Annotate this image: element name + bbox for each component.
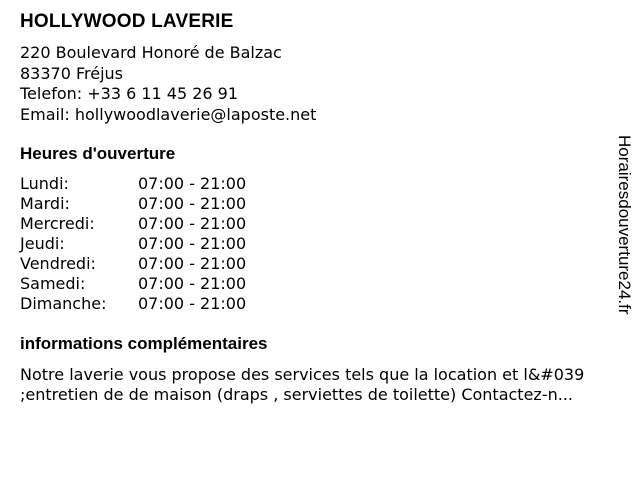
- hours-row-friday: [20, 254, 320, 274]
- hours-row-sunday: [20, 294, 320, 314]
- hours-row-wednesday: [20, 214, 320, 234]
- email-address: Email: hollywoodlaverie@laposte.net: [20, 104, 317, 124]
- address-city: 83370 Fréjus: [20, 63, 124, 83]
- business-contact: [20, 43, 316, 125]
- hours-row-saturday: [20, 274, 320, 294]
- time-range: 07:00 - 21:00: [138, 254, 247, 273]
- opening-hours-list: [20, 174, 320, 314]
- address-street: 220 Boulevard Honoré de Balzac: [20, 43, 282, 62]
- time-range: 07:00 - 21:00: [138, 234, 247, 253]
- day-label: Jeudi:: [20, 234, 65, 253]
- business-name: HOLLYWOOD LAVERIE: [20, 11, 234, 32]
- site-watermark: Horairesdouverture24.fr: [615, 135, 634, 315]
- hours-row-tuesday: [20, 194, 320, 214]
- hours-row-monday: [20, 174, 320, 194]
- time-range: 07:00 - 21:00: [138, 274, 247, 293]
- time-range: 07:00 - 21:00: [138, 294, 247, 313]
- info-description: [20, 365, 632, 405]
- day-label: Vendredi:: [20, 254, 96, 273]
- description-line: ;entretien de de maison (draps , serviettes de toilette) Contactez-n...: [20, 385, 573, 404]
- info-heading: informations complémentaires: [20, 334, 268, 353]
- day-label: Mercredi:: [20, 214, 95, 233]
- day-label: Lundi:: [20, 174, 69, 193]
- hours-row-thursday: [20, 234, 320, 254]
- description-line: Notre laverie vous propose des services tels que la location et l&#039: [20, 365, 585, 384]
- day-label: Dimanche:: [20, 294, 107, 313]
- day-label: Samedi:: [20, 274, 86, 293]
- time-range: 07:00 - 21:00: [138, 174, 247, 193]
- hours-heading: Heures d'ouverture: [20, 144, 176, 163]
- time-range: 07:00 - 21:00: [138, 194, 247, 213]
- time-range: 07:00 - 21:00: [138, 214, 247, 233]
- phone-number: Telefon: +33 6 11 45 26 91: [20, 84, 239, 103]
- day-label: Mardi:: [20, 194, 70, 213]
